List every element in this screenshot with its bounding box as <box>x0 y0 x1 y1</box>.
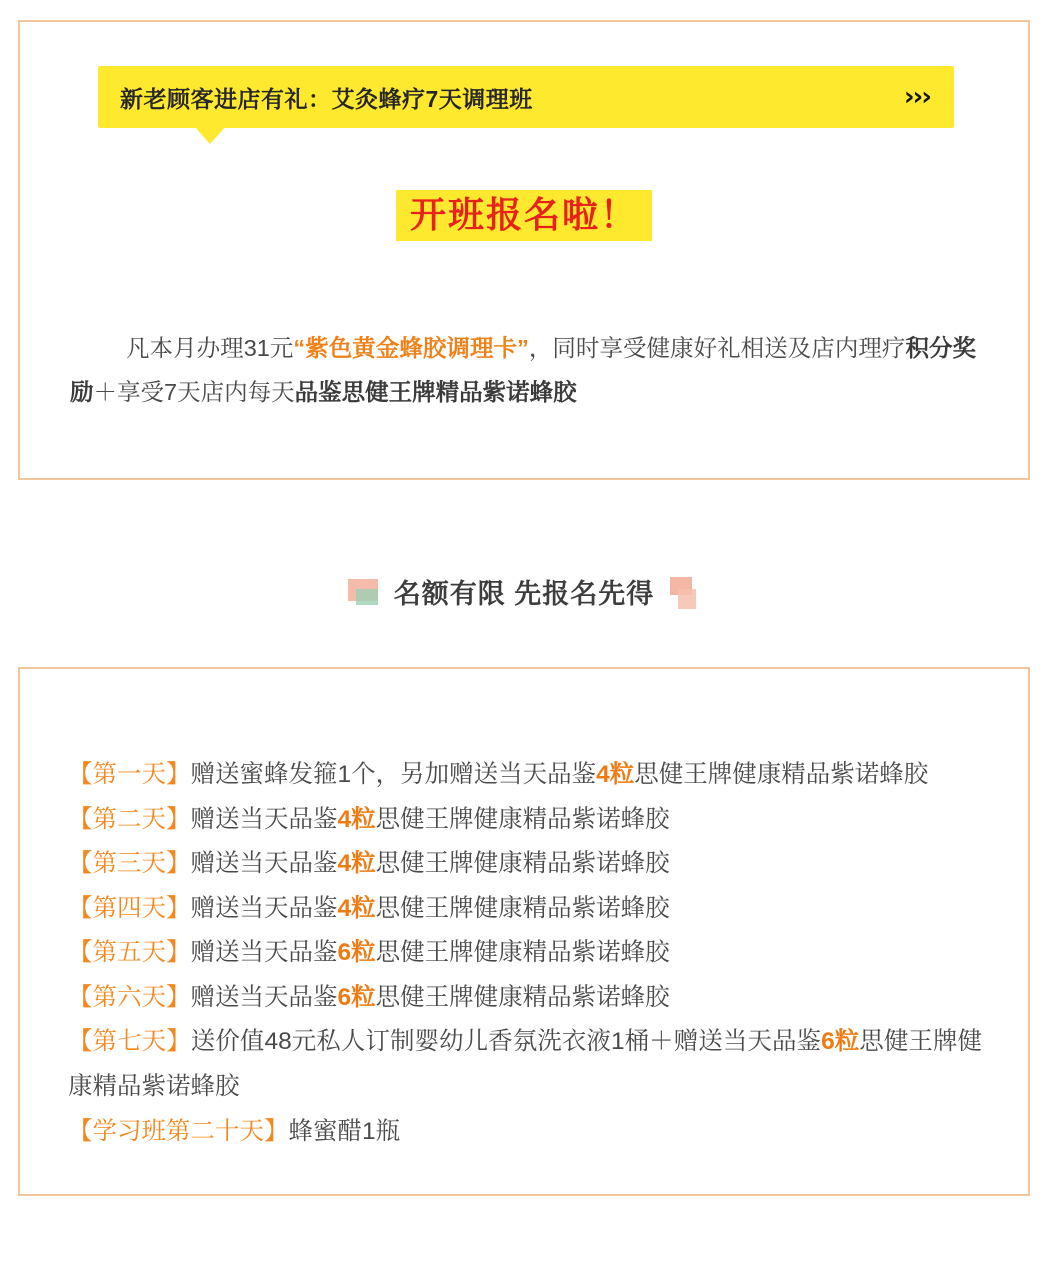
square-block-icon <box>668 577 700 607</box>
triple-chevron-right-icon: ››› <box>903 82 930 112</box>
schedule-item <box>68 887 982 932</box>
schedule-item-description: 赠送当天品鉴 <box>190 850 338 878</box>
schedule-list <box>68 753 982 1154</box>
promo-points-reward: 积分奖励 <box>70 335 977 405</box>
limited-seats-notice <box>0 572 1048 611</box>
schedule-day-label: 【第二天】 <box>68 805 191 833</box>
schedule-item-quantity: 4粒 <box>596 761 635 788</box>
schedule-day-label: 【第七天】 <box>68 1028 191 1056</box>
ribbon-title: 新老顾客进店有礼：艾灸蜂疗7天调理班 <box>120 85 533 112</box>
schedule-item-description: 赠送当天品鉴 <box>190 805 338 833</box>
schedule-item <box>68 842 982 887</box>
schedule-day-label: 【第一天】 <box>68 761 191 788</box>
promo-text-seg5: ＋享受7天店内每天 <box>93 378 295 405</box>
promo-tasting-benefit: 品鉴思健王牌精品紫诺蜂胶 <box>294 378 577 405</box>
schedule-item-description: 赠送当天品鉴 <box>190 939 338 967</box>
schedule-item-product: 思健王牌健康精品紫诺蜂胶 <box>634 761 929 788</box>
promo-card-name: “紫色黄金蜂胶调理卡” <box>293 335 529 362</box>
schedule-item <box>68 931 982 976</box>
schedule-item-description: 送价值48元私人订制婴幼儿香氛洗衣液1桶＋赠送当天品鉴 <box>190 1028 822 1056</box>
ribbon-bar <box>98 66 954 128</box>
schedule-item-product: 思健王牌健康精品紫诺蜂胶 <box>375 850 670 878</box>
schedule-item-product: 思健王牌健康精品紫诺蜂胶 <box>375 894 670 922</box>
promo-description-line <box>70 327 976 414</box>
promo-description <box>70 327 976 414</box>
schedule-item <box>68 753 982 798</box>
schedule-item-product: 思健王牌健康精品紫诺蜂胶 <box>375 805 670 833</box>
schedule-day-label: 【第三天】 <box>68 850 191 878</box>
schedule-item-quantity: 6粒 <box>821 1028 860 1056</box>
schedule-day-label: 【第六天】 <box>68 983 191 1011</box>
schedule-item-quantity: 6粒 <box>337 939 376 967</box>
schedule-day-label: 【第五天】 <box>68 939 191 967</box>
ribbon-tail-shape <box>194 126 226 144</box>
schedule-item-quantity: 4粒 <box>337 805 376 833</box>
square-block-icon <box>348 577 380 607</box>
schedule-item <box>68 976 982 1021</box>
ribbon-banner <box>98 66 954 128</box>
headline-row <box>20 190 1028 241</box>
promo-text-seg1: 凡本月办理31元 <box>126 335 294 362</box>
promo-page <box>0 20 1048 1196</box>
schedule-item-description: 蜂蜜醋1瓶 <box>288 1117 401 1145</box>
limited-seats-text: 名额有限 先报名先得 <box>393 579 655 609</box>
schedule-item <box>68 1110 982 1155</box>
schedule-item-product: 思健王牌健康精品紫诺蜂胶 <box>68 1028 983 1101</box>
schedule-item-quantity: 4粒 <box>337 850 376 878</box>
schedule-item-product: 思健王牌健康精品紫诺蜂胶 <box>375 983 670 1011</box>
schedule-item-description: 赠送当天品鉴 <box>190 983 338 1011</box>
schedule-item-quantity: 6粒 <box>337 983 376 1011</box>
schedule-item <box>68 798 982 843</box>
promo-text-seg3: ，同时享受健康好礼相送及店内理疗 <box>528 335 906 362</box>
schedule-card <box>18 667 1030 1196</box>
page-title: 开班报名啦！ <box>396 190 652 241</box>
promo-card <box>18 20 1030 480</box>
schedule-item-description: 赠送蜜蜂发箍1个，另加赠送当天品鉴 <box>190 761 597 788</box>
schedule-item <box>68 1020 982 1109</box>
schedule-item-quantity: 4粒 <box>337 894 376 922</box>
schedule-day-label: 【第四天】 <box>68 894 191 922</box>
schedule-item-description: 赠送当天品鉴 <box>190 894 338 922</box>
schedule-day-label: 【学习班第二十天】 <box>68 1117 289 1145</box>
schedule-item-product: 思健王牌健康精品紫诺蜂胶 <box>375 939 670 967</box>
